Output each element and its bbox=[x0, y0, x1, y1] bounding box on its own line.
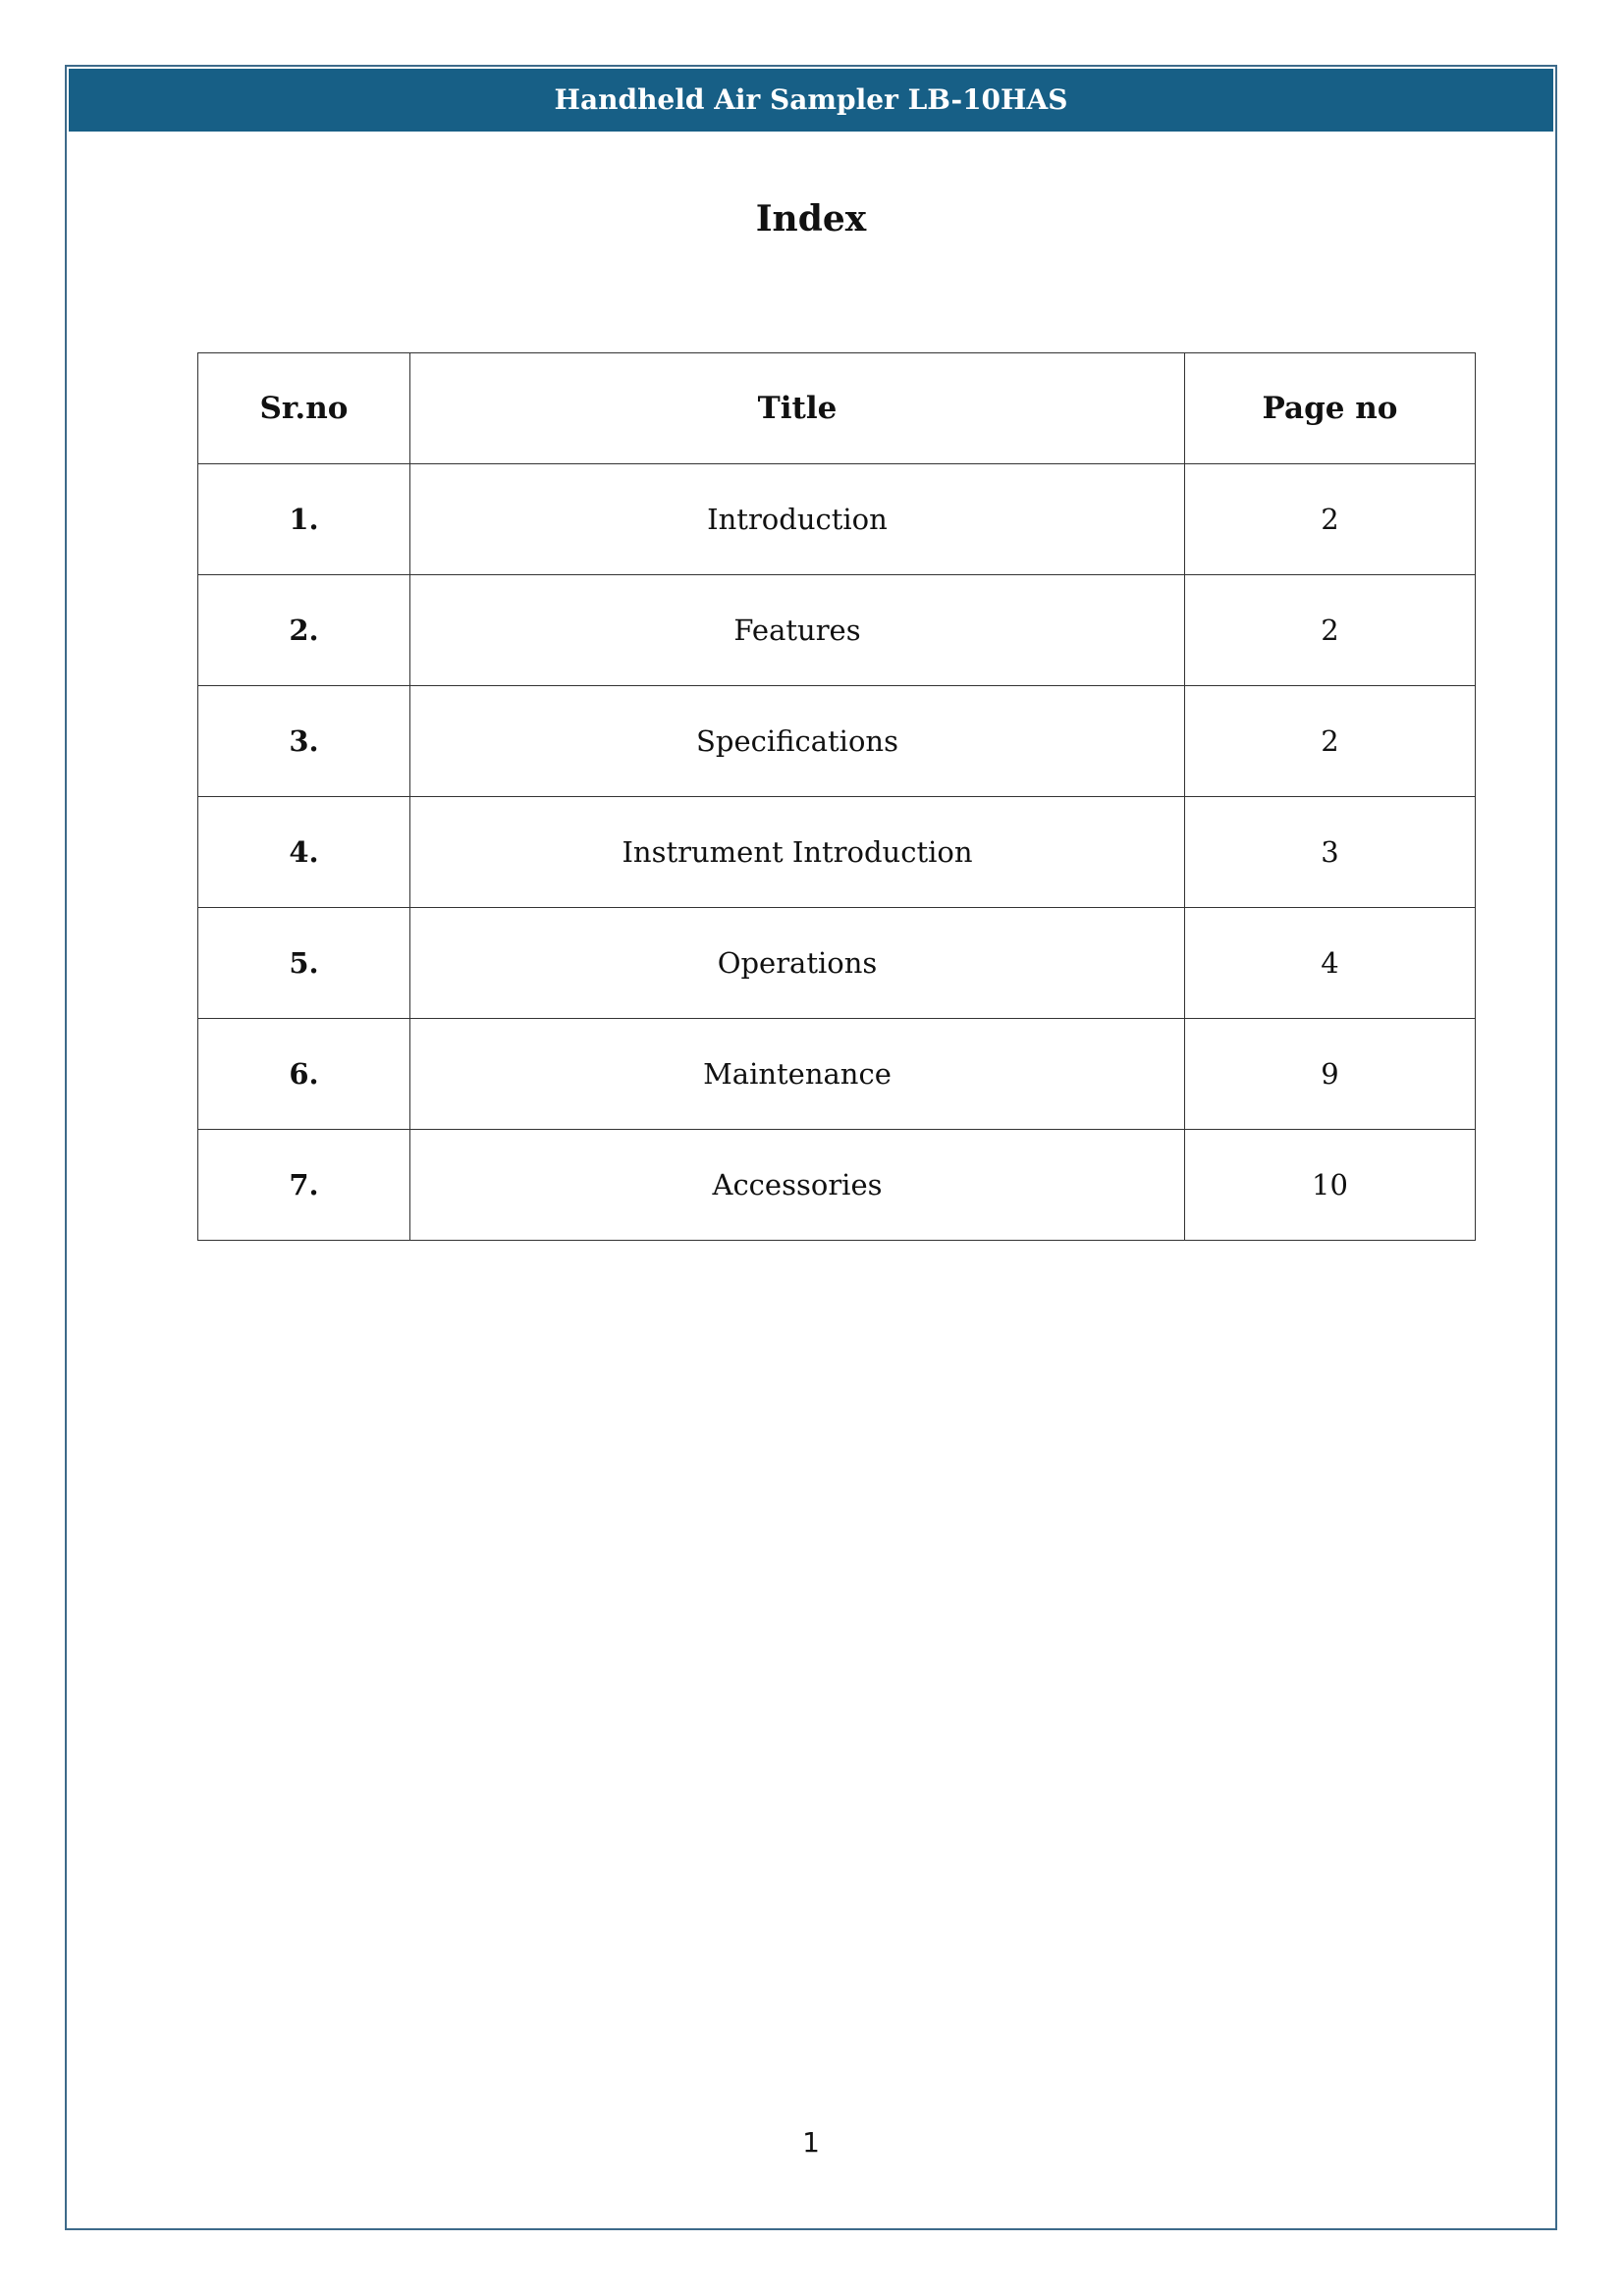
row-sr-no: 1. bbox=[198, 464, 410, 575]
document-header: Handheld Air Sampler LB-10HAS bbox=[69, 69, 1553, 132]
row-title: Instrument Introduction bbox=[410, 797, 1185, 908]
table-row bbox=[198, 797, 1476, 908]
table-row bbox=[198, 1019, 1476, 1130]
row-title: Accessories bbox=[410, 1130, 1185, 1241]
row-page-no: 10 bbox=[1185, 1130, 1476, 1241]
table-row bbox=[198, 575, 1476, 686]
row-page-no: 3 bbox=[1185, 797, 1476, 908]
row-title: Specifications bbox=[410, 686, 1185, 797]
column-header-title: Title bbox=[410, 353, 1185, 464]
column-header-sr-no: Sr.no bbox=[198, 353, 410, 464]
row-sr-no: 3. bbox=[198, 686, 410, 797]
row-page-no: 9 bbox=[1185, 1019, 1476, 1130]
index-table bbox=[197, 352, 1476, 1241]
column-header-page-no: Page no bbox=[1185, 353, 1476, 464]
row-sr-no: 4. bbox=[198, 797, 410, 908]
table-row bbox=[198, 686, 1476, 797]
row-page-no: 2 bbox=[1185, 464, 1476, 575]
page-title: Index bbox=[755, 198, 867, 240]
row-sr-no: 7. bbox=[198, 1130, 410, 1241]
table-row bbox=[198, 464, 1476, 575]
row-sr-no: 2. bbox=[198, 575, 410, 686]
row-page-no: 2 bbox=[1185, 686, 1476, 797]
row-title: Features bbox=[410, 575, 1185, 686]
page-number: 1 bbox=[802, 2126, 820, 2159]
row-page-no: 4 bbox=[1185, 908, 1476, 1019]
table-row bbox=[198, 908, 1476, 1019]
row-sr-no: 6. bbox=[198, 1019, 410, 1130]
row-title: Operations bbox=[410, 908, 1185, 1019]
row-title: Maintenance bbox=[410, 1019, 1185, 1130]
row-page-no: 2 bbox=[1185, 575, 1476, 686]
row-sr-no: 5. bbox=[198, 908, 410, 1019]
table-header-row bbox=[198, 353, 1476, 464]
row-title: Introduction bbox=[410, 464, 1185, 575]
table-row bbox=[198, 1130, 1476, 1241]
